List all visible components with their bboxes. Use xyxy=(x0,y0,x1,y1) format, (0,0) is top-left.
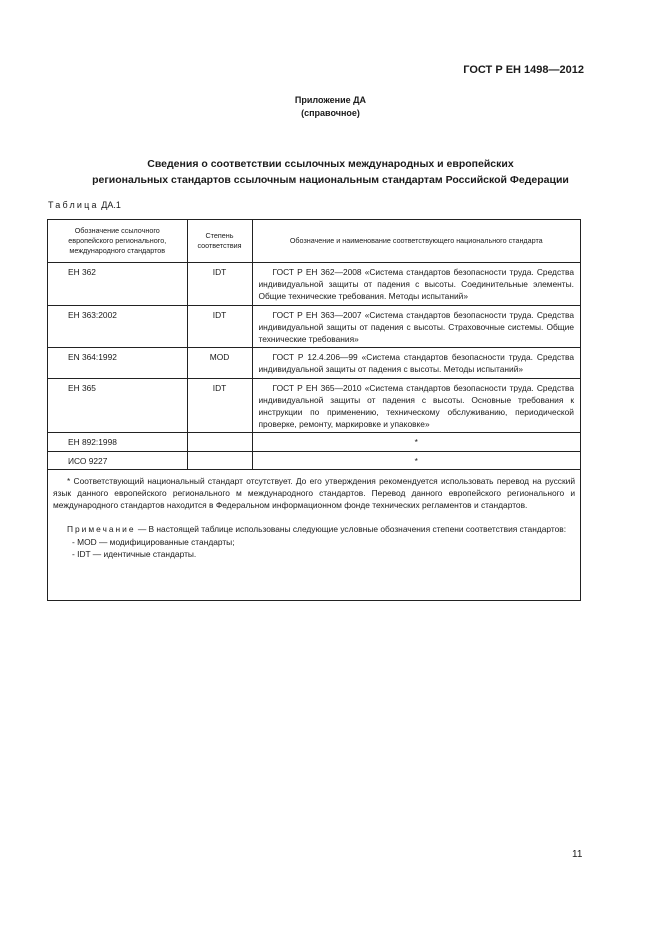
cell-degree: IDT xyxy=(187,305,252,348)
cell-code: ЕН 362 xyxy=(48,263,187,306)
table-row xyxy=(48,451,580,469)
cell-national: ГОСТ Р ЕН 365—2010 «Система стандартов безопасности труда. Средства индивидуальной защиты от падения с высоты. Основные требования к инструкции по применению, техническому обслуживанию, периодической проверке, ремонту, маркировке и упаковке» xyxy=(252,378,580,433)
section-heading xyxy=(0,156,661,188)
section-heading-line-2: региональных стандартов ссылочным национальным стандартам Российской Федерации xyxy=(92,174,569,186)
cell-code: EN 364:1992 xyxy=(48,348,187,378)
table-note xyxy=(48,511,580,535)
table-header-row xyxy=(48,220,580,263)
table-caption-word: Таблица xyxy=(48,200,99,210)
table-row xyxy=(48,348,580,378)
cell-code: ИСО 9227 xyxy=(48,451,187,469)
appendix-title: Приложение ДА xyxy=(294,95,367,105)
cell-national: ГОСТ Р ЕН 362—2008 «Система стандартов безопасности труда. Средства индивидуальной защиты от падения с высоты. Соединительные элементы. Общие технические требования. Методы испытаний» xyxy=(252,263,580,306)
correspondence-table-frame xyxy=(47,219,581,601)
correspondence-table xyxy=(48,220,580,470)
cell-degree xyxy=(187,433,252,451)
cell-national: ГОСТ Р 12.4.206—99 «Система стандартов безопасности труда. Средства индивидуальной защиты от падения с высоты. Методы испытаний» xyxy=(252,348,580,378)
appendix-subtitle: (справочное) xyxy=(301,108,360,118)
note-item: - MOD — модифицированные стандарты; xyxy=(72,536,235,547)
cell-national: * xyxy=(252,451,580,469)
cell-national: * xyxy=(252,433,580,451)
note-item: - IDT — идентичные стандарты. xyxy=(72,548,197,559)
cell-degree: IDT xyxy=(187,263,252,306)
table-row xyxy=(48,305,580,348)
cell-degree xyxy=(187,451,252,469)
cell-national: ГОСТ Р ЕН 363—2007 «Система стандартов безопасности труда. Средства индивидуальной защиты от падения с высоты. Страховочные системы. Общие технические требования» xyxy=(252,305,580,348)
table-caption-number: ДА.1 xyxy=(101,200,121,210)
header-national-standard: Обозначение и наименование соответствующего национального стандарта xyxy=(252,220,580,263)
cell-code: ЕН 363:2002 xyxy=(48,305,187,348)
table-footnote: * Соответствующий национальный стандарт отсутствует. До его утверждения рекомендуется использовать перевод на русский язык данного европейского регионального м международного стандартов. Перевод данного европейского регионального и международного стандартов находится в Федеральном информационном фонде технических регламентов и стандартов. xyxy=(53,475,575,511)
header-reference-standard: Обозначение ссылочного европейского регионального, международного стандартов xyxy=(48,220,187,263)
table-caption xyxy=(48,200,121,210)
table-row xyxy=(48,378,580,433)
document-code: ГОСТ Р ЕН 1498—2012 xyxy=(463,64,584,76)
cell-degree: MOD xyxy=(187,348,252,378)
table-row xyxy=(48,263,580,306)
note-text: — В настоящей таблице использованы следующие условные обозначения степени соответствия стандартов: xyxy=(137,524,567,535)
cell-code: ЕН 365 xyxy=(48,378,187,433)
page-number: 11 xyxy=(572,849,583,860)
table-row xyxy=(48,433,580,451)
cell-degree: IDT xyxy=(187,378,252,433)
section-heading-line-1: Сведения о соответствии ссылочных международных и европейских xyxy=(147,158,514,170)
note-label: Примечание xyxy=(67,524,136,535)
cell-code: ЕН 892:1998 xyxy=(48,433,187,451)
appendix-heading xyxy=(0,94,661,120)
header-degree: Степень соответствия xyxy=(187,220,252,263)
